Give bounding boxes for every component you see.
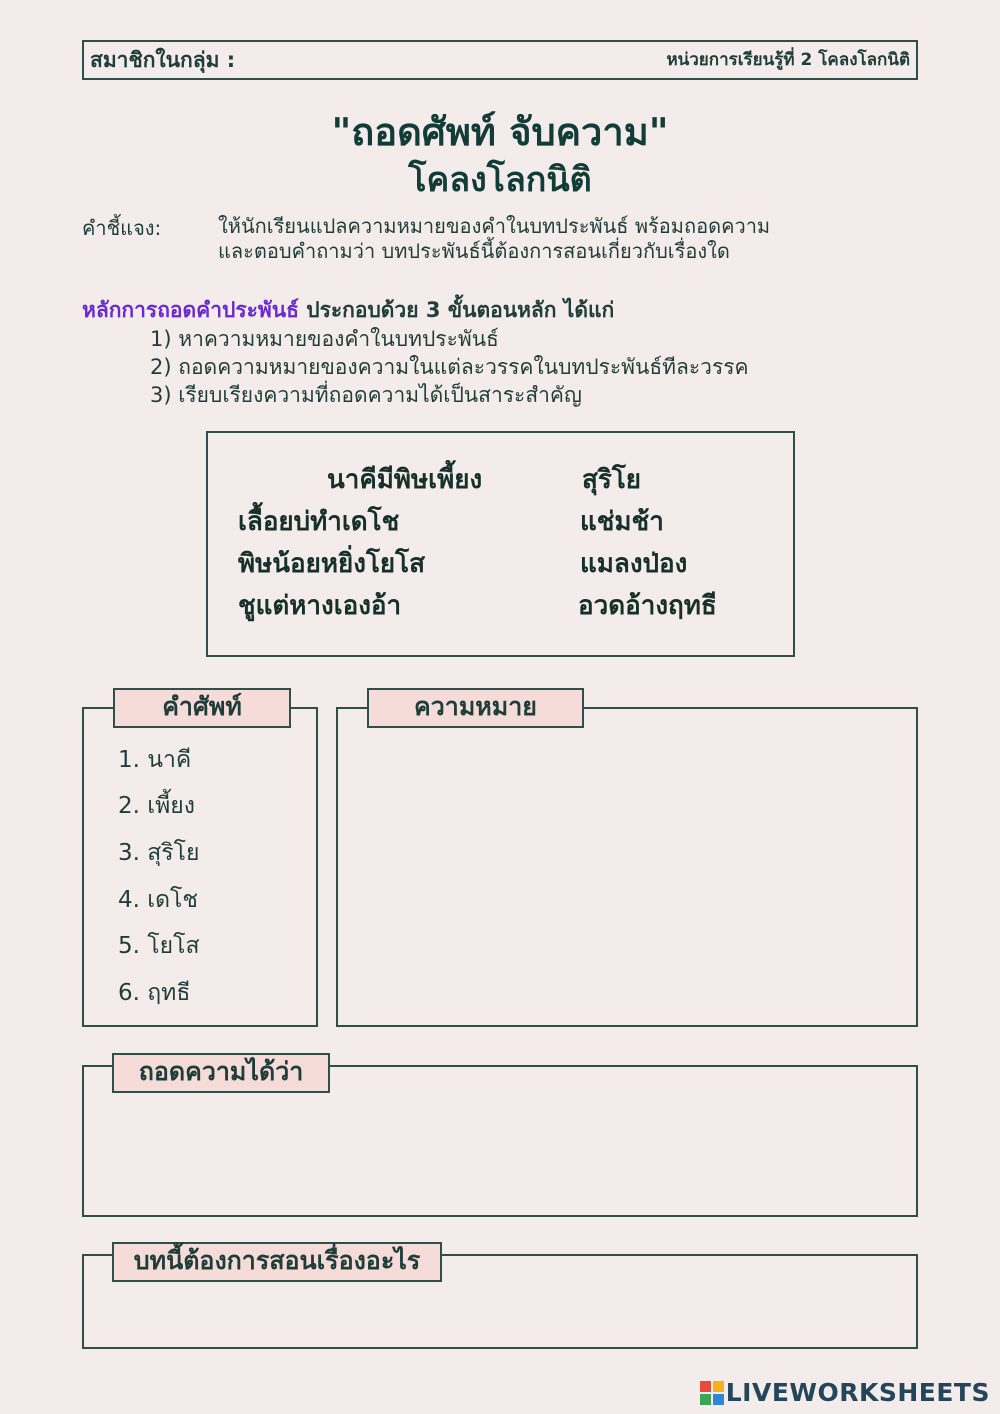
page-title: "ถอดศัพท์ จับความ": [331, 110, 669, 154]
lesson-label: บทนี้ต้องการสอนเรื่องอะไร: [112, 1242, 442, 1282]
page-subtitle: โคลงโลกนิติ: [408, 160, 592, 200]
step-2: 2) ถอดความหมายของความในแต่ละวรรคในบทประพันธ์ทีละวรรค: [150, 355, 749, 379]
step-3: 3) เรียบเรียงความที่ถอดความได้เป็นสาระสำคัญ: [150, 383, 582, 407]
poem-line-3-right: แมลงป่อง: [580, 549, 688, 579]
vocab-item-6: 6. ฤทธี: [118, 980, 191, 1006]
principle-rest: ประกอบด้วย 3 ขั้นตอนหลัก ได้แก่: [298, 298, 615, 322]
poem-line-4-left: ชูแต่หางเองอ้า: [238, 591, 402, 621]
step-1: 1) หาความหมายของคำในบทประพันธ์: [150, 327, 499, 351]
poem-line-1-right: สุริโย: [582, 465, 642, 495]
translation-label: ถอดความได้ว่า: [112, 1053, 330, 1093]
poem-line-2-right: แช่มช้า: [580, 507, 664, 537]
brand-wordmark[interactable]: LIVEWORKSHEETS: [725, 1378, 990, 1407]
vocab-item-2: 2. เพี้ยง: [118, 793, 195, 819]
liveworksheets-logo-icon: [700, 1381, 724, 1405]
vocab-item-3: 3. สุริโย: [118, 840, 200, 866]
vocab-item-1: 1. นาคี: [118, 747, 192, 773]
group-members-label: สมาชิกในกลุ่ม :: [90, 48, 236, 72]
meaning-answer-box[interactable]: [336, 707, 918, 1027]
poem-line-1-left: นาคีมีพิษเพี้ยง: [327, 465, 483, 495]
instructions-text: [218, 214, 770, 264]
vocab-item-5: 5. โยโส: [118, 933, 200, 959]
instructions-line-2: และตอบคำถามว่า บทประพันธ์นี้ต้องการสอนเกี่ยวกับเรื่องใด: [218, 239, 730, 263]
unit-label: หน่วยการเรียนรู้ที่ 2 โคลงโลกนิติ: [666, 50, 910, 70]
instructions-line-1: ให้นักเรียนแปลความหมายของคำในบทประพันธ์ พร้อมถอดความ: [218, 214, 771, 238]
poem-line-3-left: พิษน้อยหยิ่งโยโส: [238, 549, 426, 579]
instructions-label: คำชี้แจง:: [82, 216, 162, 240]
principle-accent: หลักการถอดคำประพันธ์: [82, 298, 299, 322]
principle-heading: [82, 295, 614, 325]
poem-line-2-left: เลื้อยบ่ทำเดโช: [238, 507, 400, 537]
vocab-item-4: 4. เดโช: [118, 887, 199, 913]
vocab-label: คำศัพท์: [113, 688, 291, 728]
meaning-label: ความหมาย: [367, 688, 584, 728]
poem-line-4-right: อวดอ้างฤทธี: [578, 591, 717, 621]
